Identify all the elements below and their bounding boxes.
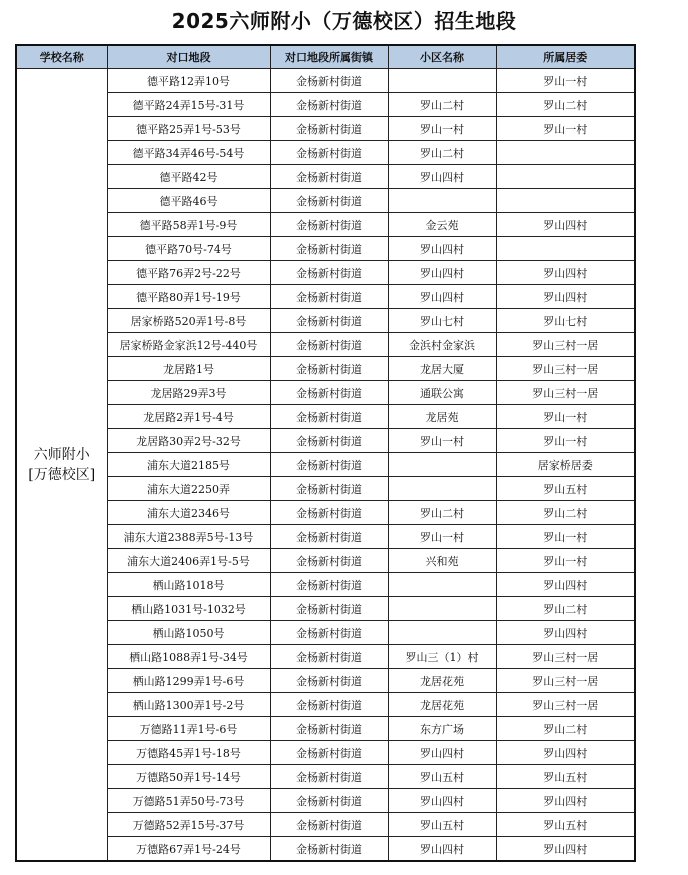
street-town-cell: 金杨新村街道 bbox=[270, 789, 388, 813]
table-row bbox=[16, 717, 635, 741]
address-segment-cell: 栖山路1031号-1032号 bbox=[107, 597, 270, 621]
community-name-cell: 龙居大厦 bbox=[388, 357, 496, 381]
community-name-cell bbox=[388, 573, 496, 597]
address-segment-cell: 德平路70号-74号 bbox=[107, 237, 270, 261]
table-row bbox=[16, 405, 635, 429]
community-name-cell: 龙居花苑 bbox=[388, 693, 496, 717]
street-town-cell: 金杨新村街道 bbox=[270, 381, 388, 405]
residents-committee-cell: 罗山一村 bbox=[496, 429, 635, 453]
street-town-cell: 金杨新村街道 bbox=[270, 189, 388, 213]
street-town-cell: 金杨新村街道 bbox=[270, 429, 388, 453]
residents-committee-cell bbox=[496, 165, 635, 189]
address-segment-cell: 浦东大道2388弄5号-13号 bbox=[107, 525, 270, 549]
header-address-segment: 对口地段 bbox=[107, 45, 270, 69]
street-town-cell: 金杨新村街道 bbox=[270, 621, 388, 645]
community-name-cell bbox=[388, 453, 496, 477]
community-name-cell: 罗山四村 bbox=[388, 237, 496, 261]
table-row bbox=[16, 837, 635, 862]
header-street-town: 对口地段所属街镇 bbox=[270, 45, 388, 69]
residents-committee-cell: 罗山一村 bbox=[496, 69, 635, 93]
table-row bbox=[16, 333, 635, 357]
street-town-cell: 金杨新村街道 bbox=[270, 501, 388, 525]
address-segment-cell: 万德路67弄1号-24号 bbox=[107, 837, 270, 862]
address-segment-cell: 德平路80弄1号-19号 bbox=[107, 285, 270, 309]
community-name-cell: 罗山四村 bbox=[388, 261, 496, 285]
street-town-cell: 金杨新村街道 bbox=[270, 573, 388, 597]
table-row bbox=[16, 477, 635, 501]
table-row bbox=[16, 189, 635, 213]
community-name-cell: 罗山二村 bbox=[388, 501, 496, 525]
table-row bbox=[16, 765, 635, 789]
street-town-cell: 金杨新村街道 bbox=[270, 597, 388, 621]
table-row bbox=[16, 237, 635, 261]
address-segment-cell: 栖山路1018号 bbox=[107, 573, 270, 597]
street-town-cell: 金杨新村街道 bbox=[270, 309, 388, 333]
table-row bbox=[16, 813, 635, 837]
table-row bbox=[16, 213, 635, 237]
residents-committee-cell: 罗山三村一居 bbox=[496, 693, 635, 717]
residents-committee-cell: 罗山五村 bbox=[496, 765, 635, 789]
street-town-cell: 金杨新村街道 bbox=[270, 813, 388, 837]
residents-committee-cell bbox=[496, 189, 635, 213]
residents-committee-cell bbox=[496, 237, 635, 261]
community-name-cell: 罗山四村 bbox=[388, 165, 496, 189]
street-town-cell: 金杨新村街道 bbox=[270, 333, 388, 357]
community-name-cell: 罗山四村 bbox=[388, 285, 496, 309]
community-name-cell: 罗山一村 bbox=[388, 429, 496, 453]
community-name-cell: 罗山四村 bbox=[388, 789, 496, 813]
table-row bbox=[16, 693, 635, 717]
community-name-cell: 罗山四村 bbox=[388, 837, 496, 862]
street-town-cell: 金杨新村街道 bbox=[270, 93, 388, 117]
address-segment-cell: 龙居路30弄2号-32号 bbox=[107, 429, 270, 453]
community-name-cell: 罗山一村 bbox=[388, 525, 496, 549]
street-town-cell: 金杨新村街道 bbox=[270, 645, 388, 669]
community-name-cell: 罗山五村 bbox=[388, 813, 496, 837]
school-name-line1: 六师附小 bbox=[33, 446, 90, 463]
street-town-cell: 金杨新村街道 bbox=[270, 117, 388, 141]
address-segment-cell: 栖山路1088弄1号-34号 bbox=[107, 645, 270, 669]
table-row bbox=[16, 93, 635, 117]
table-row bbox=[16, 453, 635, 477]
table-row bbox=[16, 357, 635, 381]
residents-committee-cell: 罗山四村 bbox=[496, 261, 635, 285]
address-segment-cell: 万德路11弄1号-6号 bbox=[107, 717, 270, 741]
street-town-cell: 金杨新村街道 bbox=[270, 357, 388, 381]
community-name-cell bbox=[388, 189, 496, 213]
street-town-cell: 金杨新村街道 bbox=[270, 261, 388, 285]
street-town-cell: 金杨新村街道 bbox=[270, 405, 388, 429]
address-segment-cell: 德平路46号 bbox=[107, 189, 270, 213]
community-name-cell bbox=[388, 69, 496, 93]
residents-committee-cell bbox=[496, 141, 635, 165]
residents-committee-cell: 罗山四村 bbox=[496, 741, 635, 765]
residents-committee-cell: 罗山二村 bbox=[496, 717, 635, 741]
table-row bbox=[16, 429, 635, 453]
table-row bbox=[16, 669, 635, 693]
address-segment-cell: 德平路24弄15号-31号 bbox=[107, 93, 270, 117]
street-town-cell: 金杨新村街道 bbox=[270, 477, 388, 501]
table-body bbox=[16, 69, 635, 862]
street-town-cell: 金杨新村街道 bbox=[270, 837, 388, 862]
residents-committee-cell: 罗山四村 bbox=[496, 285, 635, 309]
street-town-cell: 金杨新村街道 bbox=[270, 213, 388, 237]
table-row bbox=[16, 117, 635, 141]
residents-committee-cell: 罗山三村一居 bbox=[496, 645, 635, 669]
community-name-cell: 东方广场 bbox=[388, 717, 496, 741]
street-town-cell: 金杨新村街道 bbox=[270, 549, 388, 573]
table-row bbox=[16, 573, 635, 597]
header-residents-committee: 所属居委 bbox=[496, 45, 635, 69]
residents-committee-cell: 罗山四村 bbox=[496, 213, 635, 237]
page-title: 2025六师附小（万德校区）招生地段 bbox=[171, 9, 517, 33]
school-name-line2: [万德校区] bbox=[28, 466, 96, 483]
residents-committee-cell: 罗山一村 bbox=[496, 117, 635, 141]
street-town-cell: 金杨新村街道 bbox=[270, 669, 388, 693]
community-name-cell: 金云苑 bbox=[388, 213, 496, 237]
residents-committee-cell: 罗山七村 bbox=[496, 309, 635, 333]
residents-committee-cell: 罗山三村一居 bbox=[496, 381, 635, 405]
table-header-row bbox=[16, 45, 635, 69]
residents-committee-cell: 居家桥居委 bbox=[496, 453, 635, 477]
address-segment-cell: 德平路76弄2号-22号 bbox=[107, 261, 270, 285]
header-community-name: 小区名称 bbox=[388, 45, 496, 69]
street-town-cell: 金杨新村街道 bbox=[270, 525, 388, 549]
street-town-cell: 金杨新村街道 bbox=[270, 717, 388, 741]
community-name-cell: 龙居花苑 bbox=[388, 669, 496, 693]
street-town-cell: 金杨新村街道 bbox=[270, 69, 388, 93]
community-name-cell bbox=[388, 477, 496, 501]
address-segment-cell: 浦东大道2250弄 bbox=[107, 477, 270, 501]
community-name-cell: 罗山四村 bbox=[388, 741, 496, 765]
table-row bbox=[16, 549, 635, 573]
residents-committee-cell: 罗山三村一居 bbox=[496, 669, 635, 693]
table-row bbox=[16, 501, 635, 525]
community-name-cell: 罗山三（1）村 bbox=[388, 645, 496, 669]
street-town-cell: 金杨新村街道 bbox=[270, 765, 388, 789]
community-name-cell: 金浜村金家浜 bbox=[388, 333, 496, 357]
address-segment-cell: 栖山路1299弄1号-6号 bbox=[107, 669, 270, 693]
community-name-cell: 罗山五村 bbox=[388, 765, 496, 789]
residents-committee-cell: 罗山一村 bbox=[496, 549, 635, 573]
street-town-cell: 金杨新村街道 bbox=[270, 453, 388, 477]
residents-committee-cell: 罗山三村一居 bbox=[496, 357, 635, 381]
table-row bbox=[16, 141, 635, 165]
address-segment-cell: 居家桥路金家浜12号-440号 bbox=[107, 333, 270, 357]
table-row bbox=[16, 69, 635, 93]
residents-committee-cell: 罗山四村 bbox=[496, 789, 635, 813]
table-row bbox=[16, 645, 635, 669]
address-segment-cell: 万德路45弄1号-18号 bbox=[107, 741, 270, 765]
address-segment-cell: 栖山路1050号 bbox=[107, 621, 270, 645]
address-segment-cell: 龙居路29弄3号 bbox=[107, 381, 270, 405]
table-row bbox=[16, 621, 635, 645]
address-segment-cell: 万德路51弄50号-73号 bbox=[107, 789, 270, 813]
address-segment-cell: 浦东大道2346号 bbox=[107, 501, 270, 525]
residents-committee-cell: 罗山二村 bbox=[496, 501, 635, 525]
address-segment-cell: 德平路12弄10号 bbox=[107, 69, 270, 93]
table-row bbox=[16, 261, 635, 285]
address-segment-cell: 万德路50弄1号-14号 bbox=[107, 765, 270, 789]
community-name-cell: 龙居苑 bbox=[388, 405, 496, 429]
community-name-cell: 罗山二村 bbox=[388, 141, 496, 165]
table-row bbox=[16, 381, 635, 405]
residents-committee-cell: 罗山三村一居 bbox=[496, 333, 635, 357]
table-row bbox=[16, 789, 635, 813]
residents-committee-cell: 罗山五村 bbox=[496, 477, 635, 501]
community-name-cell bbox=[388, 597, 496, 621]
address-segment-cell: 居家桥路520弄1号-8号 bbox=[107, 309, 270, 333]
residents-committee-cell: 罗山二村 bbox=[496, 597, 635, 621]
table-row bbox=[16, 309, 635, 333]
table-row bbox=[16, 741, 635, 765]
enrollment-table bbox=[15, 44, 636, 862]
street-town-cell: 金杨新村街道 bbox=[270, 141, 388, 165]
community-name-cell: 罗山七村 bbox=[388, 309, 496, 333]
address-segment-cell: 德平路25弄1号-53号 bbox=[107, 117, 270, 141]
residents-committee-cell: 罗山一村 bbox=[496, 525, 635, 549]
table-row bbox=[16, 285, 635, 309]
school-name-cell bbox=[16, 69, 107, 862]
residents-committee-cell: 罗山五村 bbox=[496, 813, 635, 837]
street-town-cell: 金杨新村街道 bbox=[270, 741, 388, 765]
address-segment-cell: 德平路42号 bbox=[107, 165, 270, 189]
community-name-cell: 罗山二村 bbox=[388, 93, 496, 117]
street-town-cell: 金杨新村街道 bbox=[270, 237, 388, 261]
residents-committee-cell: 罗山二村 bbox=[496, 93, 635, 117]
address-segment-cell: 万德路52弄15号-37号 bbox=[107, 813, 270, 837]
community-name-cell: 通联公寓 bbox=[388, 381, 496, 405]
residents-committee-cell: 罗山一村 bbox=[496, 405, 635, 429]
table-row bbox=[16, 525, 635, 549]
address-segment-cell: 德平路34弄46号-54号 bbox=[107, 141, 270, 165]
table-row bbox=[16, 165, 635, 189]
address-segment-cell: 德平路58弄1号-9号 bbox=[107, 213, 270, 237]
community-name-cell bbox=[388, 621, 496, 645]
street-town-cell: 金杨新村街道 bbox=[270, 165, 388, 189]
residents-committee-cell: 罗山四村 bbox=[496, 573, 635, 597]
residents-committee-cell: 罗山四村 bbox=[496, 621, 635, 645]
table-row bbox=[16, 597, 635, 621]
address-segment-cell: 浦东大道2185号 bbox=[107, 453, 270, 477]
address-segment-cell: 浦东大道2406弄1号-5号 bbox=[107, 549, 270, 573]
street-town-cell: 金杨新村街道 bbox=[270, 693, 388, 717]
address-segment-cell: 龙居路1号 bbox=[107, 357, 270, 381]
header-school-name: 学校名称 bbox=[16, 45, 107, 69]
address-segment-cell: 栖山路1300弄1号-2号 bbox=[107, 693, 270, 717]
street-town-cell: 金杨新村街道 bbox=[270, 285, 388, 309]
community-name-cell: 罗山一村 bbox=[388, 117, 496, 141]
community-name-cell: 兴和苑 bbox=[388, 549, 496, 573]
address-segment-cell: 龙居路2弄1号-4号 bbox=[107, 405, 270, 429]
residents-committee-cell: 罗山四村 bbox=[496, 837, 635, 862]
